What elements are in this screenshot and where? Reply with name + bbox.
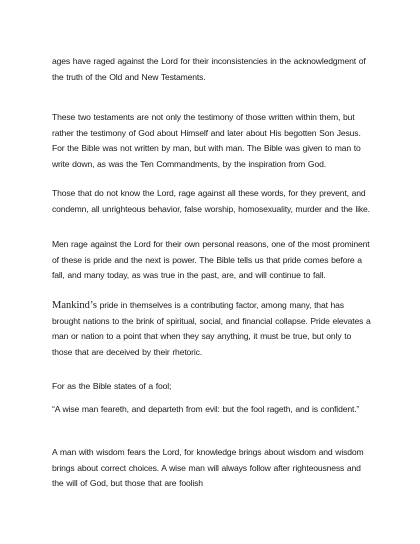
paragraph-2: These two testaments are not only the testimony of those written within them, but rather the testimony of God about Himself and later about His begotten Son Jesus. For the Bible was not written by man, but with man. The Bible was given to man to write down, as was the Ten Commandments, by the inspiration from God. [52,112,361,169]
paragraph-6: For as the Bible states of a fool; [52,381,172,391]
paragraph-5-body: pride in themselves is a contributing factor, among many, that has brought nations to the brink of spiritual, social, and financial collapse. Pride elevates a man or nation to a point that when they say anything, it must be true, but only to those that are deceived by their rhetoric. [52,300,371,357]
paragraph-5-lead-word: Mankind’s [52,300,97,311]
paragraph-5 [52,298,374,360]
quote-paragraph: “A wise man feareth, and departeth from evil: but the fool rageth, and is confident.” [52,404,360,414]
paragraph-8: A man with wisdom fears the Lord, for knowledge brings about wisdom and wisdom brings about correct choices. A wise man will always follow after righteousness and the will of God, but those that are foolish [52,447,364,488]
paragraph-4: Men rage against the Lord for their own personal reasons, one of the most prominent of these is pride and the next is power. The Bible tells us that pride comes before a fall, and many today, as was true in the past, are, and will continue to fall. [52,239,370,280]
paragraph-1: ages have raged against the Lord for their inconsistencies in the acknowledgment of the truth of the Old and New Testaments. [52,56,366,82]
paragraph-3: Those that do not know the Lord, rage against all these words, for they prevent, and condemn, all unrighteous behavior, false worship, homosexuality, murder and the like. [52,188,370,214]
